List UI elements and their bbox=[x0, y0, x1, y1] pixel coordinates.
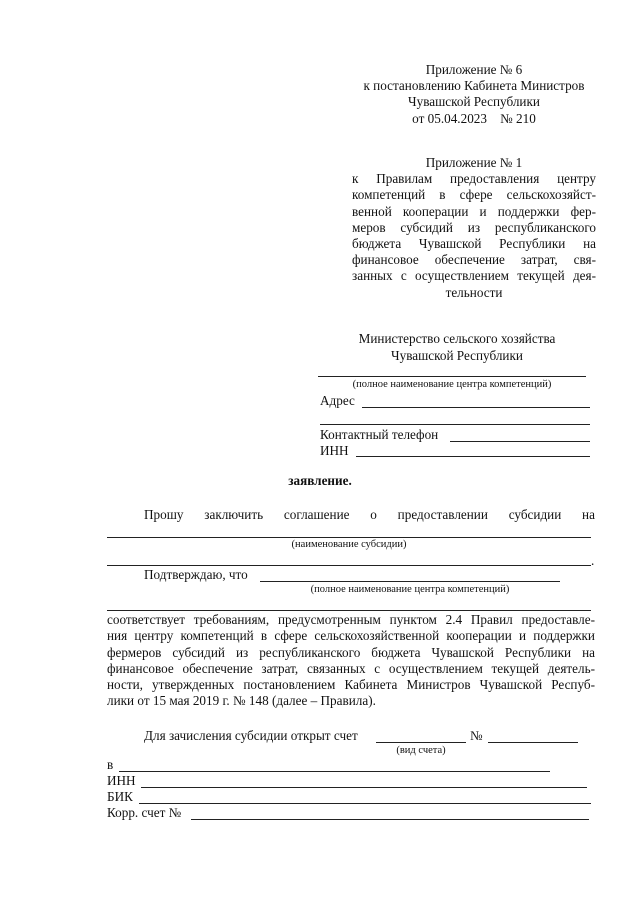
rules-line: занных с осуществлением текущей дея- bbox=[352, 268, 596, 284]
appendix-1-header bbox=[352, 155, 596, 301]
confirm-center-field-line-2[interactable] bbox=[107, 610, 591, 611]
republic-name: Чувашской Республики bbox=[408, 94, 540, 110]
ministry-line: Министерство сельского хозяйства bbox=[358, 331, 556, 346]
request-word: заключить bbox=[204, 507, 264, 522]
addressee-inn-field[interactable] bbox=[356, 456, 590, 457]
confirm-center-field[interactable] bbox=[260, 581, 560, 582]
compliance-line: ности, утвержденных постановлением Кабинета Министров Чувашской Респуб- bbox=[107, 677, 595, 693]
account-number-field[interactable] bbox=[488, 742, 578, 743]
center-name-note: (полное наименование центра компетенций) bbox=[352, 379, 552, 390]
rules-line: тельности bbox=[445, 284, 503, 300]
bik-field[interactable] bbox=[139, 803, 591, 804]
resolution-date: от 05.04.2023 bbox=[412, 110, 487, 126]
subsidy-name-field-line-2[interactable] bbox=[107, 565, 591, 566]
document-title: заявление. bbox=[288, 473, 352, 488]
rules-line: венной кооперации и поддержки фер- bbox=[352, 203, 596, 219]
bank-inn-field[interactable] bbox=[141, 787, 587, 788]
bank-inn-label: ИНН bbox=[107, 773, 136, 788]
bank-name-field[interactable] bbox=[119, 771, 550, 772]
account-type-note: (вид счета) bbox=[396, 745, 446, 756]
request-word: предоставлении bbox=[397, 507, 488, 522]
confirm-center-note: (полное наименование центра компетенций) bbox=[310, 584, 510, 595]
phone-label: Контактный телефон bbox=[320, 427, 439, 442]
request-word: субсидии bbox=[508, 507, 562, 522]
request-word: Прошу bbox=[144, 507, 184, 522]
rules-line: финансовое обеспечение затрат, свя- bbox=[352, 252, 596, 268]
address-label: Адрес bbox=[320, 393, 355, 408]
addressee-inn-label: ИНН bbox=[320, 443, 349, 458]
request-word: соглашение bbox=[283, 507, 350, 522]
bik-label: БИК bbox=[107, 789, 133, 804]
request-line bbox=[144, 507, 595, 523]
appendix-6-header bbox=[352, 62, 596, 127]
rules-line: меров субсидий из республиканского bbox=[352, 219, 596, 235]
appendix-6-title: Приложение № 6 bbox=[425, 62, 523, 77]
center-name-field[interactable] bbox=[318, 376, 586, 377]
compliance-paragraph bbox=[107, 612, 595, 710]
rules-line: компетенций в сфере сельскохозяйст- bbox=[352, 187, 596, 203]
compliance-line: фермеров субсидий из республиканского бюджета Чувашской Республики на bbox=[107, 644, 595, 660]
resolution-number: № 210 bbox=[500, 110, 536, 126]
ministry-addressee bbox=[318, 331, 596, 364]
ministry-line: Чувашской Республики bbox=[391, 347, 523, 363]
compliance-line: соответствует требованиям, предусмотренным пунктом 2.4 Правил предоставле- bbox=[107, 612, 595, 627]
appendix-1-title: Приложение № 1 bbox=[425, 155, 523, 170]
compliance-line: ния центру компетенций в сфере сельскохозяйственной кооперации и поддержки bbox=[107, 628, 595, 644]
subsidy-name-field[interactable] bbox=[107, 537, 591, 538]
account-type-field[interactable] bbox=[376, 742, 466, 743]
rules-line: к Правилам предоставления центру bbox=[352, 171, 596, 187]
account-number-sign: № bbox=[470, 728, 483, 743]
subsidy-name-note: (наименование субсидии) bbox=[291, 539, 407, 550]
address-field-line-2[interactable] bbox=[320, 424, 590, 425]
account-opened-label: Для зачисления субсидии открыт счет bbox=[144, 728, 358, 743]
request-word: на bbox=[582, 507, 595, 522]
confirm-label: Подтверждаю, что bbox=[144, 567, 248, 582]
address-field[interactable] bbox=[362, 407, 590, 408]
compliance-line: лики от 15 мая 2019 г. № 148 (далее – Правила). bbox=[107, 693, 376, 709]
corr-account-label: Корр. счет № bbox=[107, 805, 182, 820]
subsidy-period: . bbox=[591, 553, 595, 568]
phone-field[interactable] bbox=[450, 441, 590, 442]
request-word: о bbox=[370, 507, 377, 522]
compliance-line: финансовое обеспечение затрат, связанных с осуществлением текущей деятель- bbox=[107, 660, 595, 676]
resolution-reference: к постановлению Кабинета Министров bbox=[363, 78, 585, 94]
bank-prefix: в bbox=[107, 757, 114, 772]
corr-account-field[interactable] bbox=[191, 819, 589, 820]
rules-line: бюджета Чувашской Республики на bbox=[352, 236, 596, 252]
resolution-date-number bbox=[352, 111, 596, 127]
